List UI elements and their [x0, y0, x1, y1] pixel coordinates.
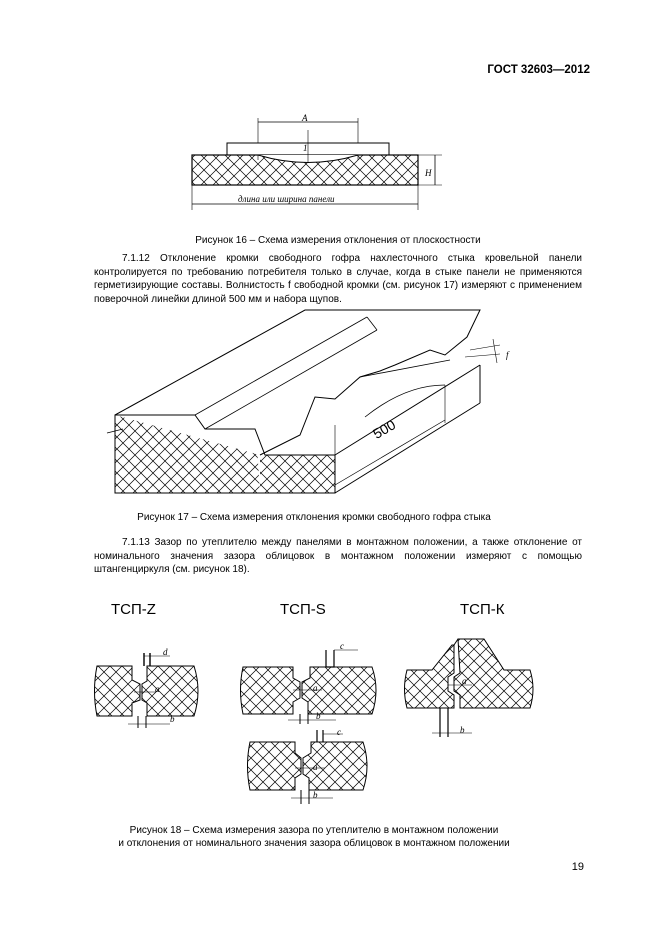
fig18-tsp-k-drawing [402, 625, 542, 740]
fig18-z-label-d: d [163, 647, 168, 657]
document-number: ГОСТ 32603—2012 [487, 64, 590, 76]
fig16-label-panel: длина или ширина панели [238, 194, 335, 204]
fig16-label-1: 1 [303, 143, 308, 153]
page-number: 19 [571, 861, 584, 873]
fig18-title-k: ТСП-К [460, 601, 505, 618]
figure-16-caption: Рисунок 16 – Схема измерения отклонения от плоскостности [195, 235, 481, 246]
paragraph-7-1-13: 7.1.13 Зазор по утеплителю между панелями в монтажном положении, а также отклонение от номинального значения зазора облицовок в монтажном положении измеряют с помощью штангенциркуля (см. рисунок 18). [94, 537, 582, 576]
figure-17-drawing [105, 305, 525, 500]
paragraph-7-1-12: 7.1.12 Отклонение кромки свободного гофра нахлесточного стыка кровельной панели контролируется по требованию потребителя только в случае, когда в стыке панели не применяются герметизирующие составы. Волнистость f свободной кромки (см. рисунок 17) измеряют с применением поверочной линейки длиной 500 мм и набора щупов. [94, 253, 582, 305]
fig17-label-f: f [506, 350, 509, 360]
fig18-k-label-a: a [462, 676, 467, 686]
fig18-s-top-label-a: a [313, 683, 318, 693]
fig18-title-s: ТСП-S [280, 601, 326, 618]
fig16-label-a: A [302, 113, 308, 123]
figure-18-caption-line-2: и отклонения от номинального значения зазора облицовок в монтажном положении [118, 838, 510, 849]
fig18-s-bottom-label-b: b [313, 790, 318, 800]
fig16-label-h: H [425, 168, 432, 178]
fig18-tsp-z-drawing [92, 648, 202, 728]
fig18-k-label-b: b [460, 725, 465, 735]
figure-18-caption-line-1: Рисунок 18 – Схема измерения зазора по утеплителю в монтажном положении [129, 825, 499, 836]
figure-17-caption: Рисунок 17 – Схема измерения отклонения кромки свободного гофра стыка [137, 512, 491, 523]
fig18-s-bottom-label-a: a [313, 762, 318, 772]
fig18-tsp-s-bottom-drawing [245, 728, 375, 808]
fig18-z-label-b: b [170, 714, 175, 724]
fig17-dimension-500: 500 [370, 416, 399, 442]
fig18-z-label-a: a [155, 684, 160, 694]
fig18-s-bottom-label-c: c [337, 727, 341, 737]
fig18-s-top-label-c: c [340, 641, 344, 651]
fig18-s-top-label-b: b [316, 711, 321, 721]
fig18-title-z: ТСП-Z [111, 601, 156, 618]
fig18-tsp-s-top-drawing [238, 640, 383, 725]
